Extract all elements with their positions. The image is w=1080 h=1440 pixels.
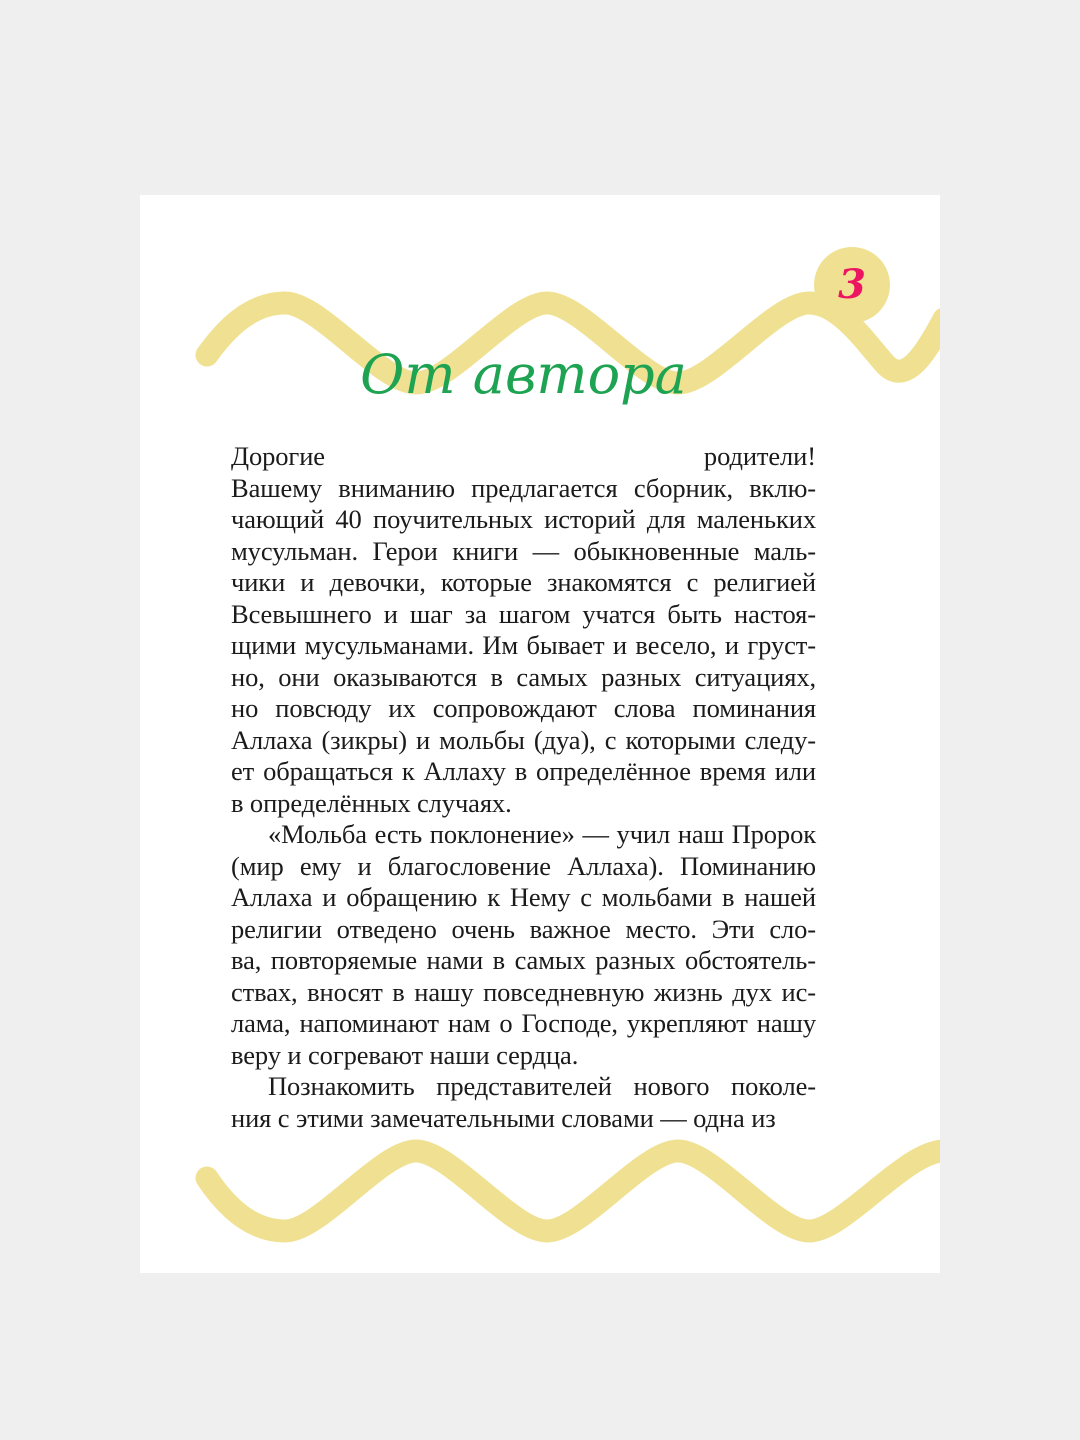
text-line: чики и девочки, которые знакомятся с религией <box>231 567 816 597</box>
text-line: чающий 40 поучительных историй для маленьких <box>231 504 816 534</box>
salutation-line: Дорогие родители! <box>231 441 816 471</box>
text-line: в определённых случаях. <box>231 787 512 818</box>
text-line: Всевышнего и шаг за шагом учатся быть настоя- <box>231 598 816 629</box>
body-text <box>231 441 816 1134</box>
text-line: мусульман. Герои книги — обыкновенные маль- <box>231 535 816 566</box>
text-line: веру и согревают наши сердца. <box>231 1039 579 1070</box>
page-title: От автора <box>360 343 687 406</box>
text-line: ет обращаться к Аллаху в определённое время или <box>231 756 816 786</box>
text-line: Вашему вниманию предлагается сборник, вклю- <box>231 472 816 503</box>
text-line: религии отведено очень важное место. Эти сло- <box>231 913 816 944</box>
text-line: «Мольба есть поклонение» — учил наш Пророк <box>268 819 816 849</box>
paragraph <box>231 1071 816 1134</box>
text-line: щими мусульманами. Им бывает и весело, и груст- <box>231 630 816 660</box>
text-line: но повсюду их сопровождают слова поминания <box>231 693 816 723</box>
page-number: 3 <box>838 261 866 308</box>
text-line: Аллаха и обращению к Нему с мольбами в нашей <box>231 882 816 912</box>
text-line: но, они оказываются в самых разных ситуациях, <box>231 661 816 692</box>
text-line: ния с этими замечательными словами — одна из <box>231 1102 776 1133</box>
text-line: ствах, вносят в нашу повседневную жизнь дух ис- <box>231 976 816 1007</box>
text-line: Аллаха (зикры) и мольбы (дуа), с которыми следу- <box>231 724 816 755</box>
text-line: (мир ему и благословение Аллаха). Поминанию <box>231 850 816 881</box>
text-line: ва, повторяемые нами в самых разных обстоятель- <box>231 945 816 975</box>
paragraph <box>231 473 816 820</box>
paragraph <box>231 819 816 1071</box>
text-line: лама, напоминают нам о Господе, укрепляют нашу <box>231 1008 816 1038</box>
text-line: Познакомить представителей нового поколе- <box>268 1071 816 1101</box>
page-content <box>140 195 940 1134</box>
book-page <box>140 195 940 1273</box>
